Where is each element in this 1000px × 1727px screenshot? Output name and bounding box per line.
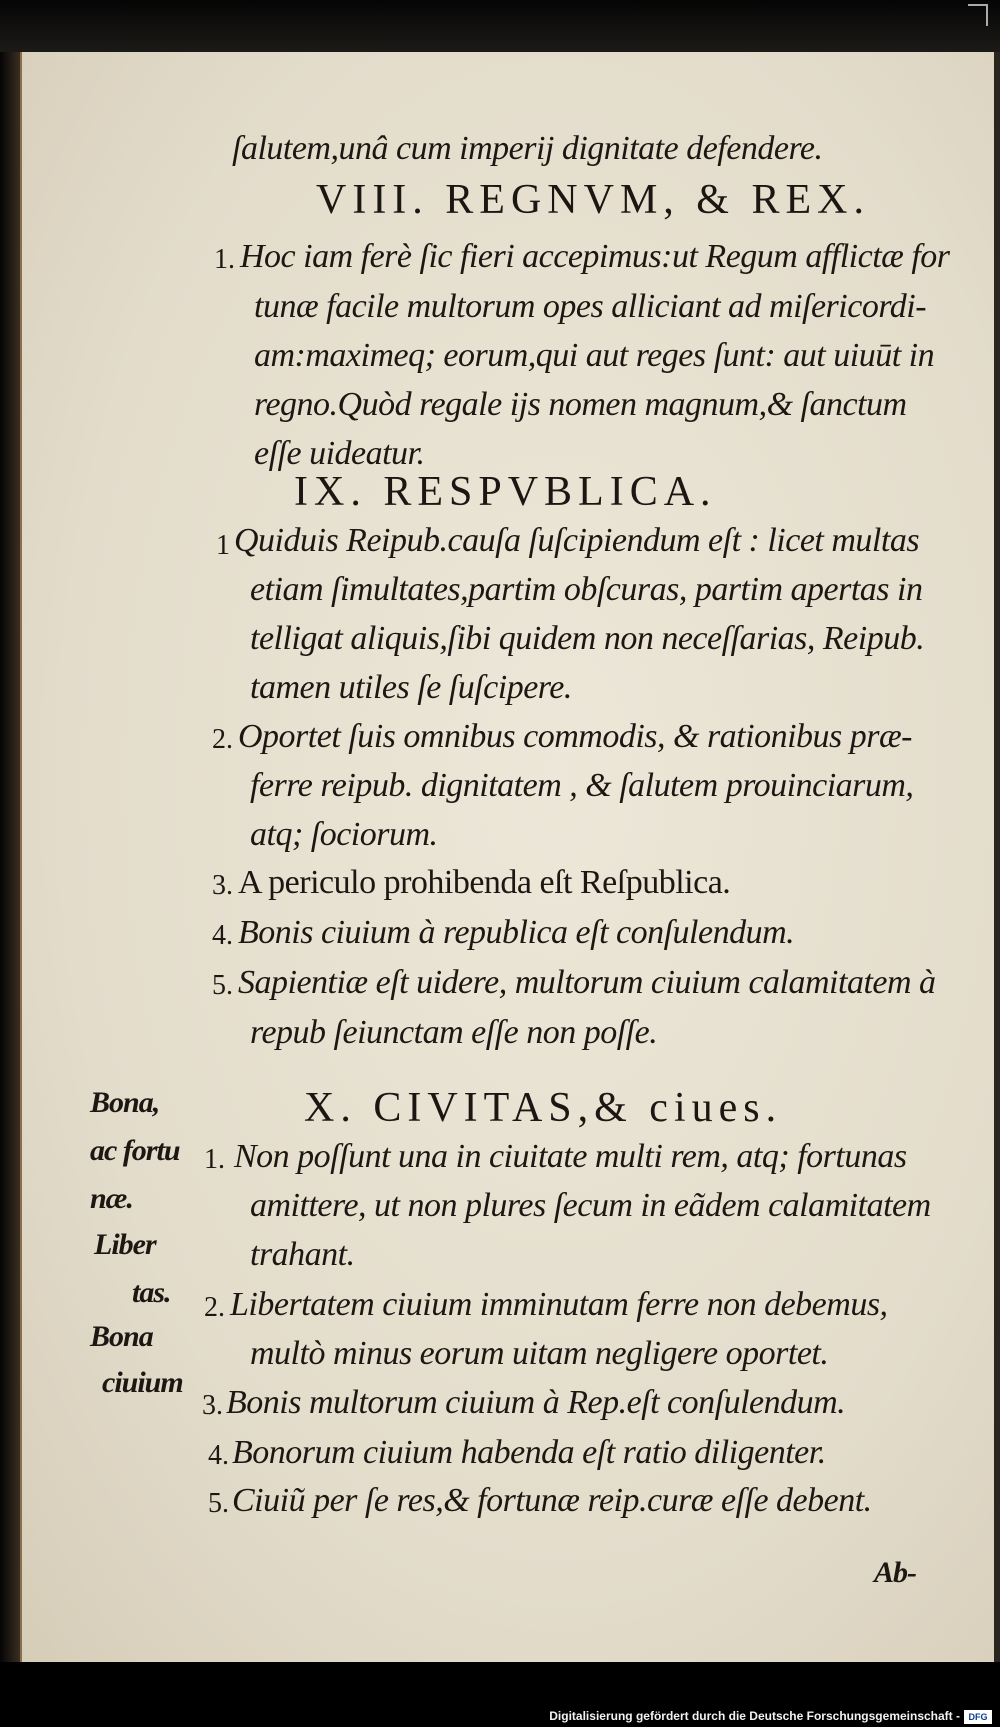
item-number: 2. (212, 724, 233, 755)
text-line: Ciuiũ per ſe res,& fortunæ reip.curæ eſſe debent. (232, 1482, 872, 1519)
text-line: regno.Quòd regale ijs nomen magnum,& ſanctum (254, 386, 907, 423)
book-spine-edge (0, 52, 20, 1662)
top-scan-edge (0, 0, 1000, 52)
item-number: 3. (202, 1390, 223, 1421)
text-line: telligat aliquis,ſibi quidem non neceſſarias, Reipub. (250, 620, 925, 657)
section-heading-viii: VIII. REGNVM, & REX. (316, 177, 870, 223)
crop-mark (968, 4, 988, 26)
text-line: Sapientiæ eſt uidere, multorum ciuium calamitatem à (238, 964, 936, 1001)
text-line: Bonis multorum ciuium à Rep.eſt conſulendum. (226, 1384, 846, 1421)
text-line: trahant. (250, 1236, 355, 1273)
marginal-note: tas. (132, 1276, 171, 1309)
book-page (18, 52, 994, 1662)
text-line: tamen utiles ſe ſuſcipere. (250, 669, 572, 706)
item-number: 1. (204, 1144, 225, 1175)
text-line: Libertatem ciuium imminutam ferre non debemus, (230, 1286, 888, 1323)
text-line: Bonis ciuium à republica eſt conſulendum. (238, 914, 795, 951)
item-number: 1 (216, 530, 230, 561)
item-number: 5. (212, 970, 233, 1001)
section-heading-x: X. CIVITAS,& ciues. (304, 1085, 783, 1131)
dfg-logo: DFG (964, 1710, 992, 1724)
text-line: Hoc iam ferè ſic fieri accepimus:ut Regum afflictæ for (240, 238, 950, 275)
text-line: A periculo prohibenda eſt Reſpublica. (238, 864, 731, 901)
catchword: Ab- (874, 1556, 916, 1589)
marginal-note: Liber (94, 1228, 156, 1261)
text-line: ferre reipub. dignitatem , & ſalutem prouinciarum, (250, 767, 914, 804)
top-line: ſalutem,unâ cum imperij dignitate defendere. (232, 130, 823, 167)
text-line: repub ſeiunctam eſſe non poſſe. (250, 1014, 658, 1051)
section-heading-ix: IX. RESPVBLICA. (294, 469, 717, 515)
marginal-note: ciuium (102, 1366, 183, 1399)
text-line: multò minus eorum uitam negligere oportet. (250, 1335, 829, 1372)
item-number: 2. (204, 1292, 225, 1323)
item-number: 1. (214, 244, 235, 275)
text-line: Non poſſunt una in ciuitate multi rem, atq; fortunas (234, 1138, 907, 1175)
digitization-credit: Digitalisierung gefördert durch die Deutsche Forschungsgemeinschaft - (549, 1709, 960, 1723)
text-line: Oportet ſuis omnibus commodis, & rationibus præ- (238, 718, 912, 755)
item-number: 5. (208, 1488, 229, 1519)
marginal-note: ac fortu (90, 1134, 180, 1167)
marginal-note: Bona (90, 1320, 153, 1353)
scan-footer (0, 1662, 1000, 1727)
text-line: am:maximeq; eorum,qui aut reges ſunt: aut uiuūt in (254, 337, 935, 374)
item-number: 3. (212, 870, 233, 901)
text-line: Bonorum ciuium habenda eſt ratio diligenter. (232, 1434, 826, 1471)
text-line: atq; ſociorum. (250, 816, 438, 853)
marginal-note: Bona, (90, 1086, 160, 1119)
text-line: eſſe uideatur. (254, 435, 425, 472)
page-right-edge (994, 52, 1000, 1662)
text-line: Quiduis Reipub.cauſa ſuſcipiendum eſt : licet multas (234, 522, 920, 559)
text-line: etiam ſimultates,partim obſcuras, partim apertas in (250, 571, 923, 608)
text-line: amittere, ut non plures ſecum in eãdem calamitatem (250, 1187, 931, 1224)
text-line: tunæ facile multorum opes alliciant ad miſericordi- (254, 288, 927, 325)
item-number: 4. (212, 920, 233, 951)
item-number: 4. (208, 1440, 229, 1471)
marginal-note: næ. (90, 1182, 133, 1215)
